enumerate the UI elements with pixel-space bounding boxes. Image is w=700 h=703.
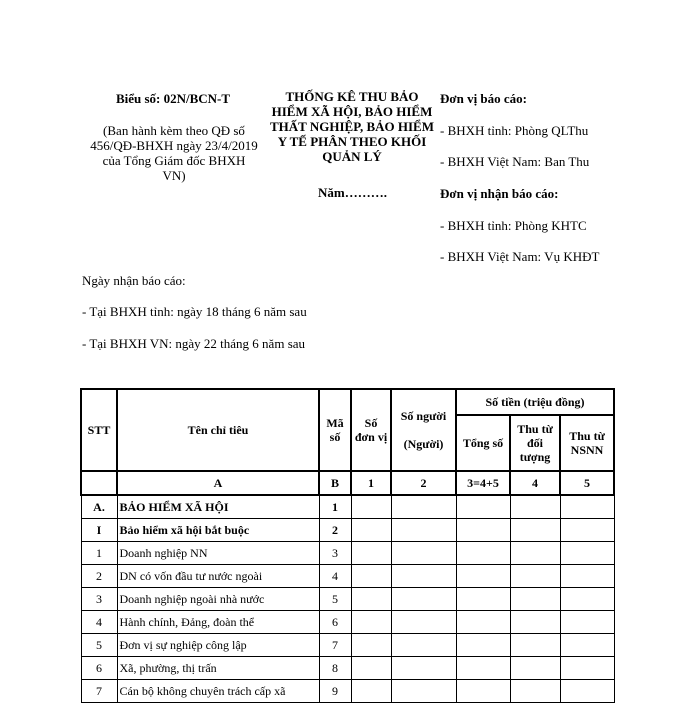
value-cell[interactable] (456, 519, 510, 542)
code-cell: 5 (560, 471, 614, 495)
table-row (81, 588, 614, 611)
value-cell[interactable] (510, 542, 560, 565)
decree-note (82, 123, 266, 183)
code-cell: A (117, 471, 319, 495)
value-cell[interactable] (351, 588, 391, 611)
row-name: Bảo hiểm xã hội bắt buộc (117, 519, 319, 542)
row-stt: 4 (81, 611, 117, 634)
header-code: Mã số (319, 389, 351, 471)
row-code: 3 (319, 542, 351, 565)
table-row (81, 519, 614, 542)
value-cell[interactable] (456, 588, 510, 611)
value-cell[interactable] (510, 495, 560, 519)
header-from-subject: Thu từ đối tượng (510, 415, 560, 471)
value-cell[interactable] (456, 657, 510, 680)
row-name: Đơn vị sự nghiệp công lập (117, 634, 319, 657)
row-code: 6 (319, 611, 351, 634)
table-row (81, 542, 614, 565)
value-cell[interactable] (560, 519, 614, 542)
title-line: THỐNG KÊ THU BẢO (285, 89, 419, 104)
code-cell: B (319, 471, 351, 495)
decree-line: VN) (162, 168, 186, 183)
value-cell[interactable] (351, 519, 391, 542)
row-stt: 5 (81, 634, 117, 657)
receiving-unit-province: - BHXH tỉnh: Phòng KHTC (440, 218, 587, 233)
header-units: Số đơn vị (351, 389, 391, 471)
row-stt: 7 (81, 680, 117, 703)
value-cell[interactable] (391, 565, 456, 588)
report-title (262, 89, 442, 164)
header-people (391, 389, 456, 471)
row-stt: I (81, 519, 117, 542)
header-name: Tên chỉ tiêu (117, 389, 319, 471)
row-stt: 6 (81, 657, 117, 680)
code-cell: 3=4+5 (456, 471, 510, 495)
value-cell[interactable] (560, 565, 614, 588)
value-cell[interactable] (560, 634, 614, 657)
header-total: Tổng số (456, 415, 510, 471)
table-row (81, 657, 614, 680)
row-name: Doanh nghiệp NN (117, 542, 319, 565)
receiving-unit-national: - BHXH Việt Nam: Vụ KHĐT (440, 249, 600, 264)
value-cell[interactable] (351, 495, 391, 519)
row-stt: 1 (81, 542, 117, 565)
value-cell[interactable] (510, 611, 560, 634)
table-body (81, 495, 614, 703)
table-row (81, 495, 614, 519)
value-cell[interactable] (391, 611, 456, 634)
value-cell[interactable] (351, 634, 391, 657)
value-cell[interactable] (456, 611, 510, 634)
header-people-line: Số người (400, 409, 447, 423)
table-row (81, 565, 614, 588)
row-name: Doanh nghiệp ngoài nhà nước (117, 588, 319, 611)
table-row (81, 634, 614, 657)
row-code: 4 (319, 565, 351, 588)
row-code: 7 (319, 634, 351, 657)
report-table (80, 388, 615, 703)
row-name: Cán bộ không chuyên trách cấp xã (117, 680, 319, 703)
value-cell[interactable] (560, 542, 614, 565)
value-cell[interactable] (510, 680, 560, 703)
header-stt: STT (81, 389, 117, 471)
value-cell[interactable] (351, 611, 391, 634)
value-cell[interactable] (560, 657, 614, 680)
decree-line: 456/QĐ-BHXH ngày 23/4/2019 (90, 138, 258, 153)
receipt-date-national: - Tại BHXH VN: ngày 22 tháng 6 năm sau (82, 336, 306, 351)
code-cell: 1 (351, 471, 391, 495)
value-cell[interactable] (510, 634, 560, 657)
header-money: Số tiền (triệu đồng) (456, 389, 614, 415)
value-cell[interactable] (391, 542, 456, 565)
row-name: Hành chính, Đảng, đoàn thể (117, 611, 319, 634)
receipt-date-label: Ngày nhận báo cáo: (82, 273, 186, 288)
form-code: Biểu số: 02N/BCN-T (115, 91, 231, 106)
value-cell[interactable] (510, 519, 560, 542)
value-cell[interactable] (391, 588, 456, 611)
header-people-unit: (Người) (403, 437, 444, 451)
row-code: 2 (319, 519, 351, 542)
receiving-unit-label: Đơn vị nhận báo cáo: (440, 186, 559, 201)
value-cell[interactable] (560, 588, 614, 611)
value-cell[interactable] (456, 495, 510, 519)
row-name: BẢO HIỂM XÃ HỘI (117, 495, 319, 519)
value-cell[interactable] (510, 588, 560, 611)
value-cell[interactable] (560, 680, 614, 703)
code-cell: 2 (391, 471, 456, 495)
value-cell[interactable] (391, 495, 456, 519)
row-stt: 2 (81, 565, 117, 588)
report-year: Năm………. (318, 185, 387, 200)
value-cell[interactable] (391, 519, 456, 542)
row-stt: A. (81, 495, 117, 519)
row-code: 8 (319, 657, 351, 680)
row-code: 5 (319, 588, 351, 611)
value-cell[interactable] (560, 495, 614, 519)
table-row (81, 680, 614, 703)
value-cell[interactable] (510, 565, 560, 588)
row-stt: 3 (81, 588, 117, 611)
title-line: Y TẾ PHÂN THEO KHỐI (277, 134, 427, 149)
receipt-date-province: - Tại BHXH tỉnh: ngày 18 tháng 6 năm sau (82, 304, 307, 319)
table-row (81, 611, 614, 634)
value-cell[interactable] (456, 565, 510, 588)
value-cell[interactable] (351, 680, 391, 703)
reporting-unit-national: - BHXH Việt Nam: Ban Thu (440, 154, 590, 169)
code-cell (81, 471, 117, 495)
value-cell[interactable] (560, 611, 614, 634)
value-cell[interactable] (351, 542, 391, 565)
value-cell[interactable] (391, 680, 456, 703)
header-from-budget: Thu từ NSNN (560, 415, 614, 471)
row-name: DN có vốn đầu tư nước ngoài (117, 565, 319, 588)
value-cell[interactable] (391, 657, 456, 680)
reporting-unit-label: Đơn vị báo cáo: (440, 91, 528, 106)
title-line: QUẢN LÝ (322, 149, 382, 164)
code-row (81, 471, 614, 495)
row-code: 1 (319, 495, 351, 519)
value-cell[interactable] (456, 542, 510, 565)
value-cell[interactable] (351, 565, 391, 588)
reporting-unit-province: - BHXH tỉnh: Phòng QLThu (440, 123, 589, 138)
row-code: 9 (319, 680, 351, 703)
row-name: Xã, phường, thị trấn (117, 657, 319, 680)
decree-line: của Tổng Giám đốc BHXH (102, 153, 246, 168)
code-cell: 4 (510, 471, 560, 495)
value-cell[interactable] (351, 657, 391, 680)
title-line: THẤT NGHIỆP, BẢO HIỂM (270, 119, 434, 134)
value-cell[interactable] (510, 657, 560, 680)
value-cell[interactable] (391, 634, 456, 657)
title-line: HIỂM XÃ HỘI, BẢO HIỂM (271, 104, 433, 119)
value-cell[interactable] (456, 634, 510, 657)
value-cell[interactable] (456, 680, 510, 703)
decree-line: (Ban hành kèm theo QĐ số (103, 123, 245, 138)
